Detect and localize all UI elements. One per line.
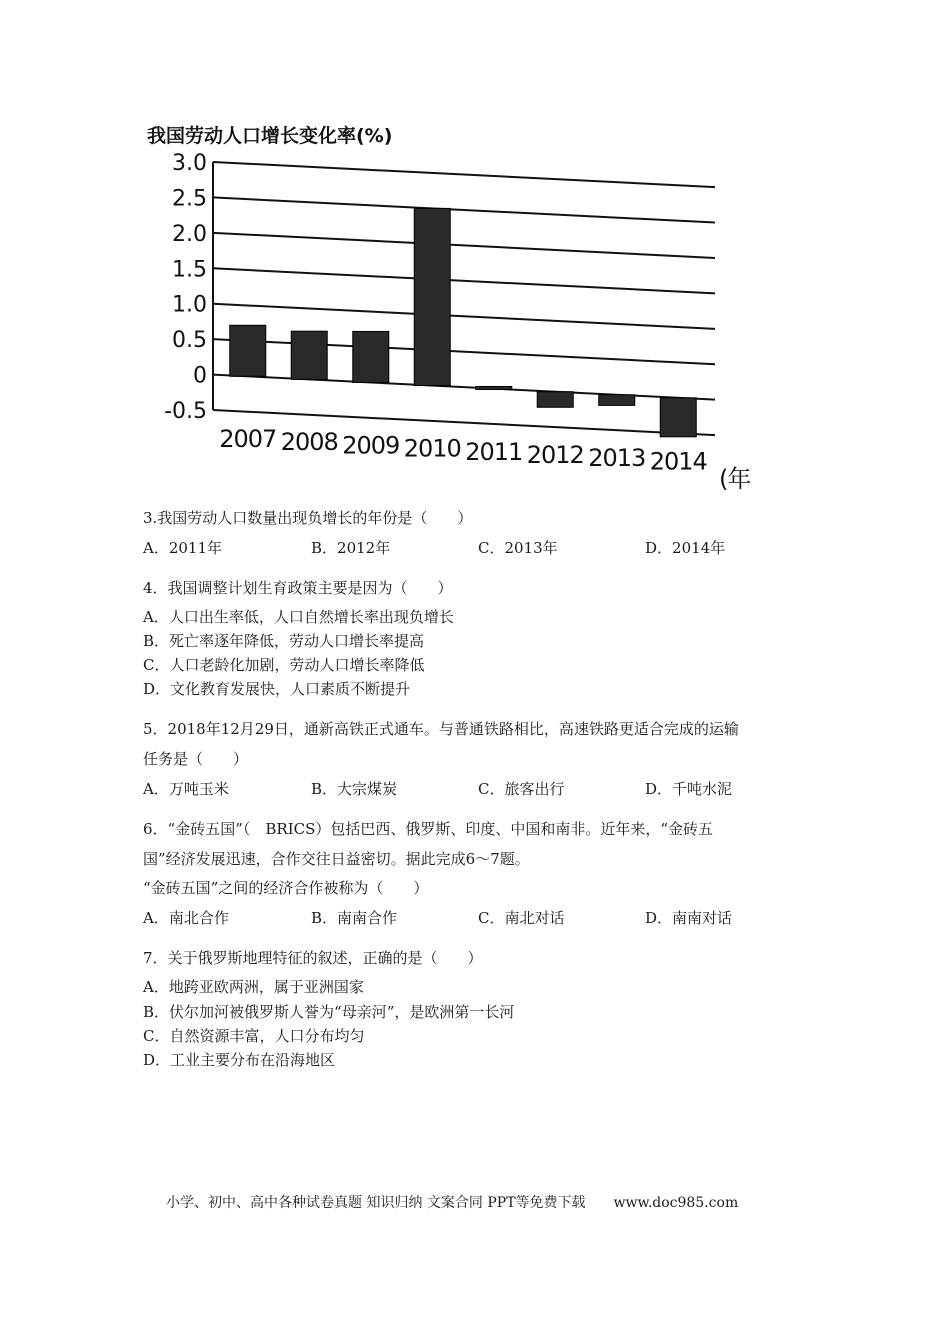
question-5-option-b: B．大宗煤炭 (311, 780, 398, 798)
question-7-option-a: A．地跨亚欧两洲，属于亚洲国家 (143, 978, 364, 996)
bar-2009 (353, 331, 389, 382)
bar-2012 (537, 392, 573, 408)
question-4-stem: 4．我国调整计划生育政策主要是因为（ ） (143, 579, 453, 597)
question-4-option-c: C．人口老龄化加剧，劳动人口增长率降低 (143, 656, 425, 674)
question-5-option-c: C．旅客出行 (478, 780, 565, 798)
gridline (213, 162, 715, 187)
question-6-intro-line2: 国”经济发展迅速，合作交往日益密切。据此完成6～7题。 (143, 850, 530, 868)
x-tick-label: 2009 (342, 431, 400, 460)
gridline (213, 233, 715, 258)
bar-2014 (660, 398, 696, 437)
gridline (213, 339, 715, 364)
question-5-stem-line1: 5．2018年12月29日，通新高铁正式通车。与普通铁路相比，高速铁路更适合完成的运输 (143, 720, 739, 738)
question-3-stem: 3.我国劳动人口数量出现负增长的年份是（ ） (143, 509, 473, 527)
question-6-intro-line1: 6．“金砖五国”（ BRICS）包括巴西、俄罗斯、印度、中国和南非。近年来，“金砖五 (143, 820, 714, 838)
y-tick-label: 0.5 (172, 328, 207, 354)
y-tick-label: -0.5 (164, 399, 207, 424)
question-7-option-c: C．自然资源丰富，人口分布均匀 (143, 1027, 365, 1045)
question-6-option-b: B．南南合作 (311, 909, 398, 927)
bar-2008 (291, 331, 327, 379)
question-5-option-a: A．万吨玉米 (143, 780, 229, 798)
x-tick-label: 2013 (588, 444, 646, 473)
question-7-stem: 7．关于俄罗斯地理特征的叙述，正确的是（ ） (143, 949, 483, 967)
gridline (213, 304, 715, 329)
gridline (213, 375, 715, 400)
x-tick-label: 2011 (465, 437, 523, 466)
bar-2007 (230, 325, 266, 376)
question-3-option-c: C．2013年 (478, 539, 558, 557)
x-tick-label: 2008 (280, 428, 338, 457)
chart-title: 我国劳动人口增长变化率(%) (147, 125, 393, 147)
y-tick-label: 1.5 (172, 257, 207, 283)
question-7-option-b: B．伏尔加河被俄罗斯人誉为“母亲河”，是欧洲第一长河 (143, 1003, 515, 1021)
question-5-option-d: D．千吨水泥 (645, 780, 733, 798)
x-tick-label: 2007 (219, 425, 277, 453)
x-axis-ticks (219, 425, 707, 475)
y-axis-ticks (164, 151, 207, 424)
gridlines (213, 162, 715, 435)
question-4-option-d: D．文化教育发展快，人口素质不断提升 (143, 680, 411, 698)
y-tick-label: 0 (193, 363, 207, 389)
bar-2013 (599, 395, 635, 406)
question-5-stem-line2: 任务是（ ） (143, 750, 249, 768)
question-3-option-b: B．2012年 (311, 539, 391, 557)
question-6-stem: “金砖五国”之间的经济合作被称为（ ） (143, 879, 429, 897)
question-6-option-d: D．南南对话 (645, 909, 733, 927)
question-4-option-b: B．死亡率逐年降低，劳动人口增长率提高 (143, 632, 425, 650)
bar-2011 (476, 386, 512, 389)
question-3-option-a: A．2011年 (143, 539, 223, 557)
footer-download-note: 小学、初中、高中各种试卷真题 知识归纳 文案合同 PPT等免费下载 www.doc985.com (166, 1195, 739, 1211)
y-tick-label: 2.5 (172, 186, 207, 212)
question-7-option-d: D．工业主要分布在沿海地区 (143, 1051, 336, 1069)
x-tick-label: 2012 (526, 441, 584, 469)
gridline (213, 197, 715, 222)
bar-2010 (414, 208, 450, 385)
y-tick-label: 3.0 (172, 151, 207, 176)
question-6-option-a: A．南北合作 (143, 909, 229, 927)
labor-population-growth-chart (135, 110, 775, 500)
x-axis-unit-label: (年 (719, 465, 751, 493)
question-6-option-c: C．南北对话 (478, 909, 565, 927)
question-3-option-d: D．2014年 (645, 539, 726, 557)
bars (230, 208, 697, 436)
x-tick-label: 2010 (403, 434, 461, 463)
question-4-option-a: A．人口出生率低，人口自然增长率出现负增长 (143, 608, 454, 626)
gridline (213, 268, 715, 293)
y-tick-label: 2.0 (172, 221, 207, 247)
y-tick-label: 1.0 (172, 292, 207, 318)
x-tick-label: 2014 (649, 447, 707, 476)
